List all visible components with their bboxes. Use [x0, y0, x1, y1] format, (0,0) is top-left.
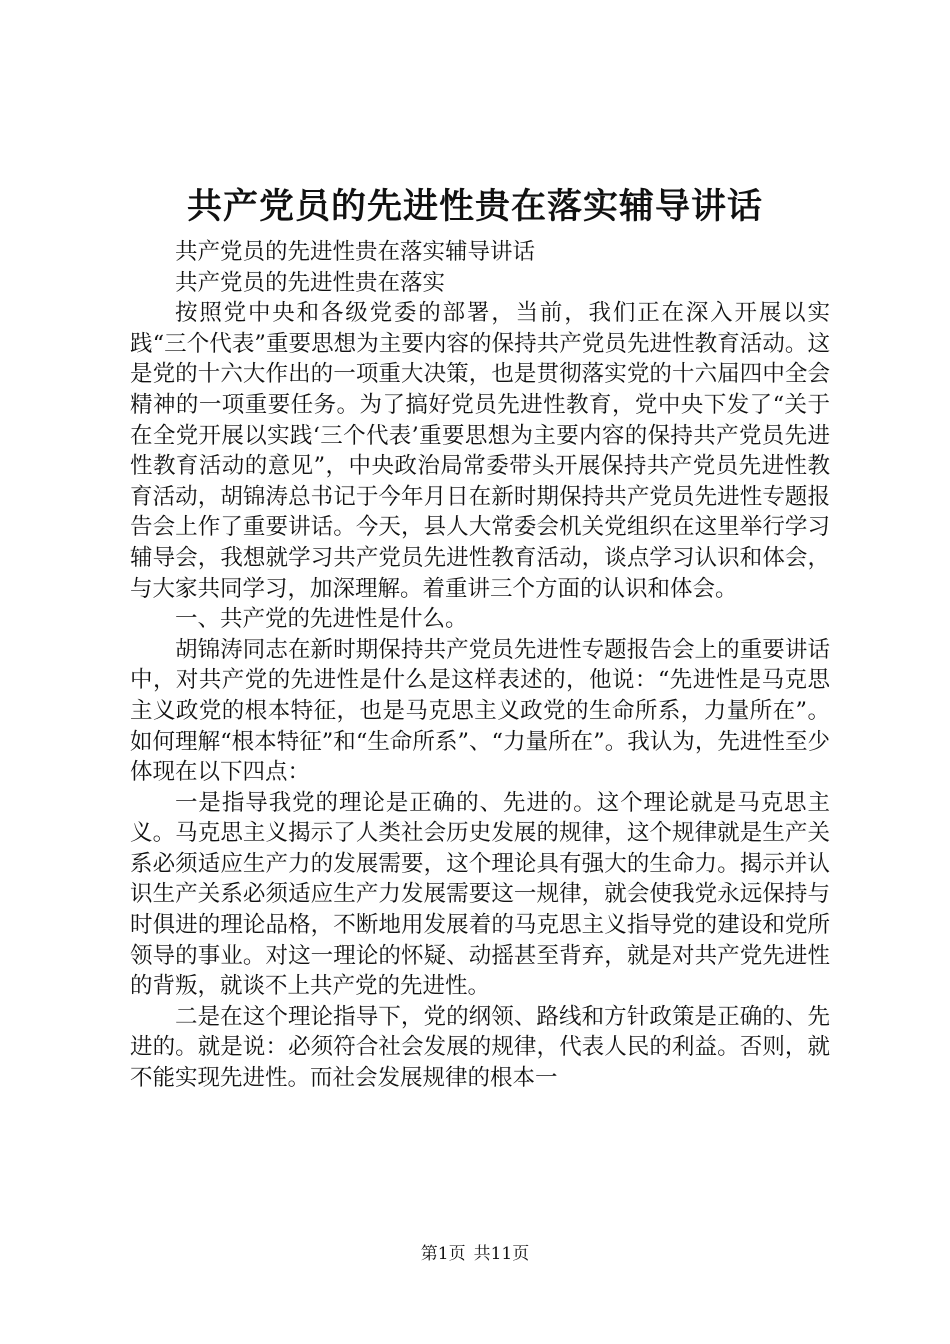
page-footer [0, 1242, 950, 1266]
paragraph-subtitle: 共产党员的先进性贵在落实辅导讲话 [175, 239, 536, 265]
document-title: 共产党员的先进性贵在落实辅导讲话 [186, 186, 763, 227]
paragraph-definition: 胡锦涛同志在新时期保持共产党员先进性专题报告会上的重要讲话中，对共产党的先进性是什么是这样表述的，他说：“先进性是马克思主义政党的根本特征，也是马克思主义政党的生命所系，力量所在”。如何理解“根本特征”和“生命所系”、“力量所在”。我认为，先进性至少体现在以下四点： [130, 636, 830, 786]
page-total: 共11页 [473, 1244, 530, 1264]
section-heading-1: 一、共产党的先进性是什么。 [175, 606, 468, 633]
document-body [130, 237, 830, 1094]
paragraph-point-2: 二是在这个理论指导下，党的纲领、路线和方针政策是正确的、先进的。就是说：必须符合社会发展的规律，代表人民的利益。否则，就不能实现先进性。而社会发展规律的根本一 [130, 1003, 830, 1092]
page-number: 第1页 [420, 1244, 466, 1264]
paragraph-intro: 按照党中央和各级党委的部署，当前，我们正在深入开展以实践“三个代表”重要思想为主要内容的保持共产党员先进性教育活动。这是党的十六大作出的一项重大决策，也是贯彻落实党的十六届四中全会精神的一项重要任务。为了搞好党员先进性教育，党中央下发了“关于在全党开展以实践‘三个代表’重要思想为主要内容的保持共产党员先进性教育活动的意见”，中央政治局常委带头开展保持共产党员先进性教育活动，胡锦涛总书记于今年月日在新时期保持共产党员先进性专题报告会上作了重要讲话。今天，县人大常委会机关党组织在这里举行学习辅导会，我想就学习共产党员先进性教育活动，谈点学习认识和体会，与大家共同学习，加深理解。着重讲三个方面的认识和体会。 [130, 300, 830, 602]
paragraph-point-1: 一是指导我党的理论是正确的、先进的。这个理论就是马克思主义。马克思主义揭示了人类社会历史发展的规律，这个规律就是生产关系必须适应生产力的发展需要，这个理论具有强大的生命力。揭示并认识生产关系必须适应生产力发展需要这一规律，就会使我党永远保持与时俱进的理论品格，不断地用发展着的马克思主义指导党的建设和党所领导的事业。对这一理论的怀疑、动摇甚至背弃，就是对共产党先进性的背叛，就谈不上共产党的先进性。 [130, 789, 830, 1000]
paragraph-heading: 共产党员的先进性贵在落实 [175, 269, 446, 296]
